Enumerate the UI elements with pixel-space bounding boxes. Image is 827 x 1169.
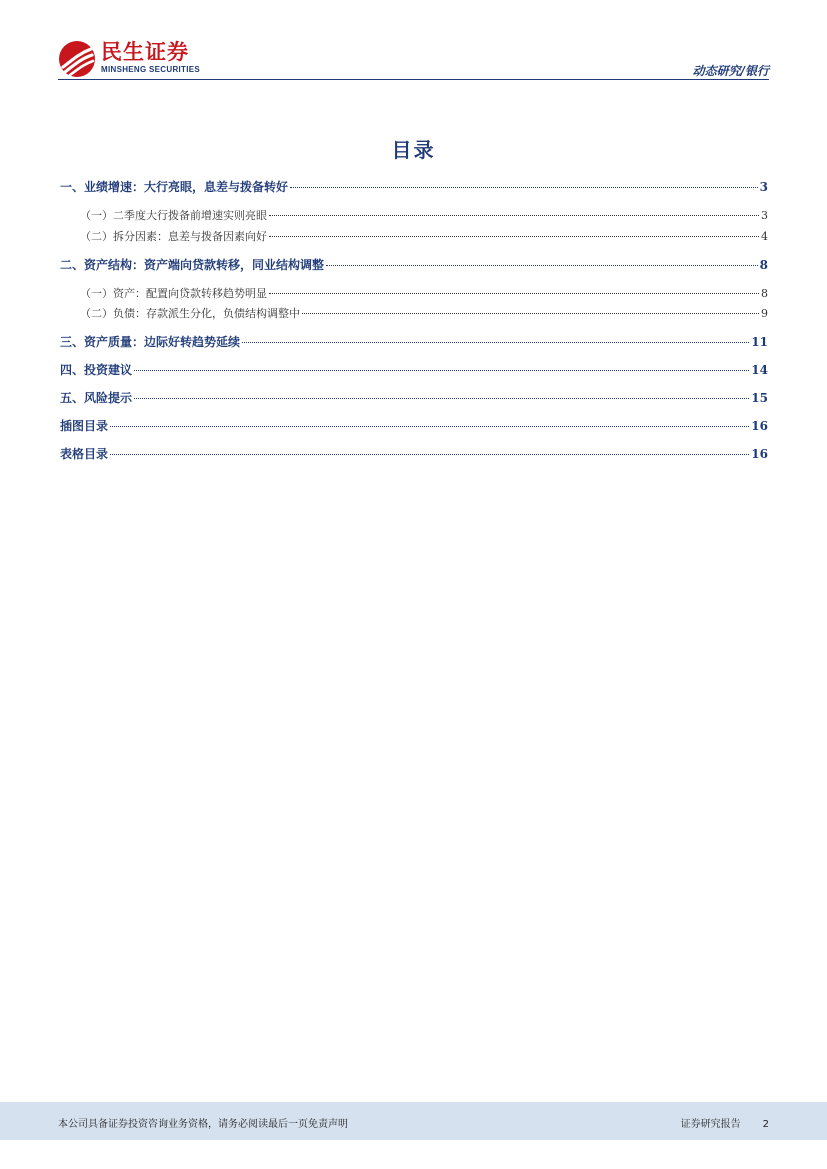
page-header bbox=[0, 0, 827, 82]
toc-entry-page: 3 bbox=[761, 209, 768, 222]
logo-chinese-text: 民生证券 bbox=[101, 40, 189, 64]
toc-entry-page: 16 bbox=[751, 447, 768, 461]
toc-entry-page: 8 bbox=[759, 258, 768, 272]
toc-entry[interactable] bbox=[60, 285, 768, 301]
toc-entry-page: 9 bbox=[761, 307, 768, 320]
toc-entry-page: 4 bbox=[761, 230, 768, 243]
toc-entry-label: 二、资产结构：资产端向贷款转移，同业结构调整 bbox=[60, 258, 325, 272]
toc-leader-dots bbox=[290, 187, 758, 188]
toc-entry-page: 16 bbox=[751, 419, 768, 433]
toc-entry-page: 11 bbox=[751, 335, 768, 349]
toc-leader-dots bbox=[134, 370, 749, 371]
toc-entry-page: 14 bbox=[751, 363, 768, 377]
toc-leader-dots bbox=[326, 265, 758, 266]
toc-entry-label: （一）资产：配置向贷款转移趋势明显 bbox=[80, 287, 267, 300]
toc-entry[interactable] bbox=[60, 228, 768, 244]
toc-leader-dots bbox=[302, 313, 759, 314]
toc-entry[interactable] bbox=[60, 417, 768, 434]
toc-entry-label: 五、风险提示 bbox=[60, 391, 133, 405]
toc-leader-dots bbox=[110, 426, 749, 427]
toc-leader-dots bbox=[242, 342, 749, 343]
toc-entry-label: 三、资产质量：边际好转趋势延续 bbox=[60, 335, 241, 349]
toc-entry-page: 15 bbox=[751, 391, 768, 405]
toc-entry-label: 表格目录 bbox=[60, 447, 109, 461]
footer-page-number: 2 bbox=[762, 1119, 769, 1130]
toc-entry[interactable] bbox=[60, 361, 768, 378]
logo-english-text: MINSHENG SECURITIES bbox=[101, 65, 201, 74]
company-logo bbox=[58, 40, 208, 78]
toc-leader-dots bbox=[134, 398, 749, 399]
toc-entry-label: 插图目录 bbox=[60, 419, 109, 433]
toc-entry[interactable] bbox=[60, 178, 768, 195]
toc-entry-label: 一、业绩增速：大行亮眼，息差与拨备转好 bbox=[60, 180, 289, 194]
toc-entry-label: （二）拆分因素：息差与拨备因素向好 bbox=[80, 230, 267, 243]
footer-report-label: 证券研究报告 bbox=[680, 1119, 741, 1130]
toc-entry-page: 3 bbox=[759, 180, 768, 194]
toc-entry[interactable] bbox=[60, 256, 768, 273]
page-footer bbox=[0, 1102, 827, 1140]
toc-title: 目录 bbox=[391, 138, 436, 162]
toc-entry-page: 8 bbox=[761, 287, 768, 300]
toc-leader-dots bbox=[110, 454, 749, 455]
toc-entry-label: （二）负债：存款派生分化，负债结构调整中 bbox=[80, 307, 300, 320]
toc-entry[interactable] bbox=[60, 445, 768, 462]
toc-entry[interactable] bbox=[60, 333, 768, 350]
toc-entry-label: 四、投资建议 bbox=[60, 363, 133, 377]
minsheng-logo-icon bbox=[58, 40, 96, 78]
report-type-label: 动态研究/银行 bbox=[692, 64, 769, 78]
toc-entry-label: （一）二季度大行拨备前增速实则亮眼 bbox=[80, 209, 267, 222]
toc-entry[interactable] bbox=[60, 305, 768, 321]
header-divider bbox=[58, 79, 769, 80]
toc-leader-dots bbox=[269, 215, 759, 216]
footer-disclaimer: 本公司具备证券投资咨询业务资格，请务必阅读最后一页免责声明 bbox=[58, 1119, 348, 1130]
toc-leader-dots bbox=[269, 236, 759, 237]
toc-entry[interactable] bbox=[60, 207, 768, 223]
toc-leader-dots bbox=[269, 293, 759, 294]
footer-right bbox=[681, 1115, 769, 1130]
toc-entry[interactable] bbox=[60, 389, 768, 406]
